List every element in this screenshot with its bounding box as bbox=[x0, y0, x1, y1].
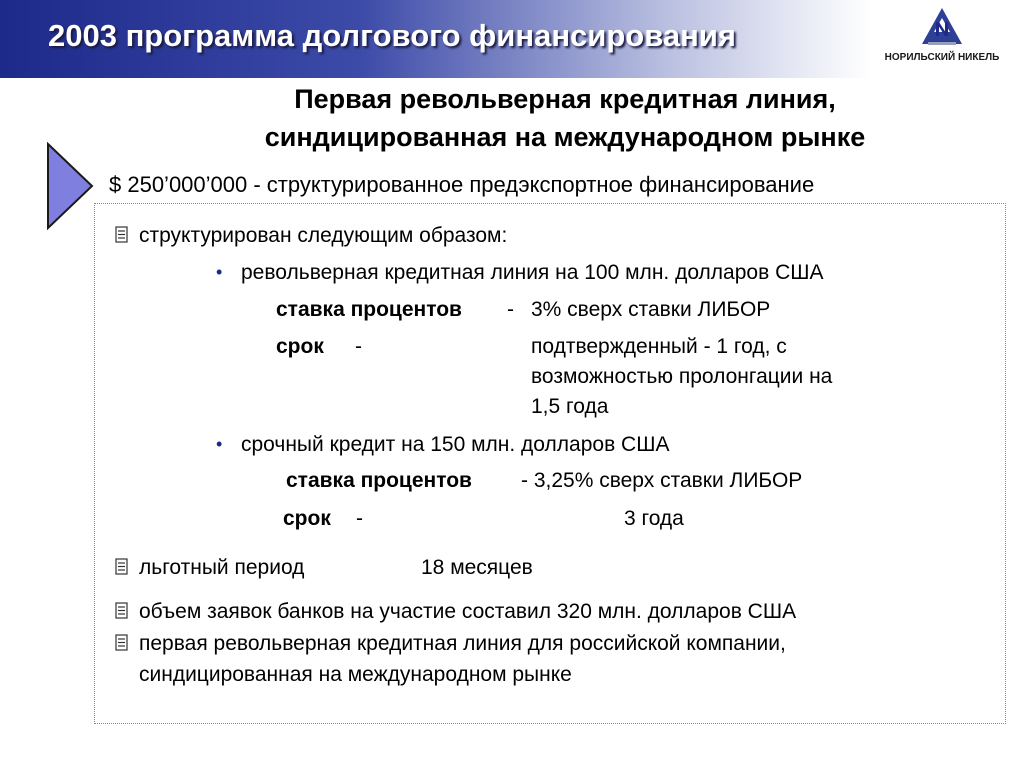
slide-title-line1: Первая револьверная кредитная линия, bbox=[294, 84, 836, 114]
rate-label-2: ставка процентов bbox=[286, 469, 472, 492]
rate-value: 3% сверх ставки ЛИБОР bbox=[531, 298, 771, 321]
term-value-line2: возможностью пролонгации на bbox=[531, 365, 833, 388]
arrow-right-icon bbox=[44, 142, 94, 230]
list-item-first-line2: синдицированная на международном рынке bbox=[139, 663, 572, 686]
company-logo bbox=[876, 4, 1016, 70]
logo-text: НОРИЛЬСКИЙ НИКЕЛЬ bbox=[884, 52, 1000, 63]
rate-dash: - bbox=[507, 298, 514, 321]
list-bullet-icon bbox=[115, 226, 130, 244]
term-value-line3: 1,5 года bbox=[531, 395, 609, 418]
bullet-dot-icon: • bbox=[216, 434, 223, 454]
page-title: 2003 программа долгового финансирования bbox=[48, 18, 736, 53]
grace-period-label: льготный период bbox=[139, 556, 305, 579]
list-bullet-icon bbox=[115, 558, 130, 576]
nornickel-logo-icon bbox=[920, 4, 964, 46]
subtitle: $ 250’000’000 - структурированное предэкспортное финансирование bbox=[109, 172, 815, 197]
rate-value-2: - 3,25% сверх ставки ЛИБОР bbox=[521, 469, 803, 492]
list-bullet-icon bbox=[115, 602, 130, 620]
sub-item-term-loan: срочный кредит на 150 млн. долларов США bbox=[241, 433, 670, 456]
term-dash-2: - bbox=[356, 507, 363, 530]
list-bullet-icon bbox=[115, 634, 130, 652]
term-value-line1: подтвержденный - 1 год, с bbox=[531, 335, 787, 358]
sub-item-revolver: револьверная кредитная линия на 100 млн. долларов США bbox=[241, 261, 824, 284]
slide-title bbox=[150, 80, 980, 156]
slide-title-line2: синдицированная на международном рынке bbox=[264, 122, 866, 152]
rate-label: ставка процентов bbox=[276, 298, 462, 321]
term-label-2: срок bbox=[283, 507, 331, 530]
list-item-applications: объем заявок банков на участие составил 320 млн. долларов США bbox=[139, 600, 797, 623]
bullet-dot-icon: • bbox=[216, 262, 223, 282]
list-item-structure: структурирован следующим образом: bbox=[139, 224, 508, 247]
term-dash: - bbox=[355, 335, 362, 358]
grace-period-value: 18 месяцев bbox=[421, 556, 533, 579]
term-value-2: 3 года bbox=[624, 507, 684, 530]
list-item-first-line1: первая револьверная кредитная линия для российской компании, bbox=[139, 632, 786, 655]
term-label: срок bbox=[276, 335, 324, 358]
